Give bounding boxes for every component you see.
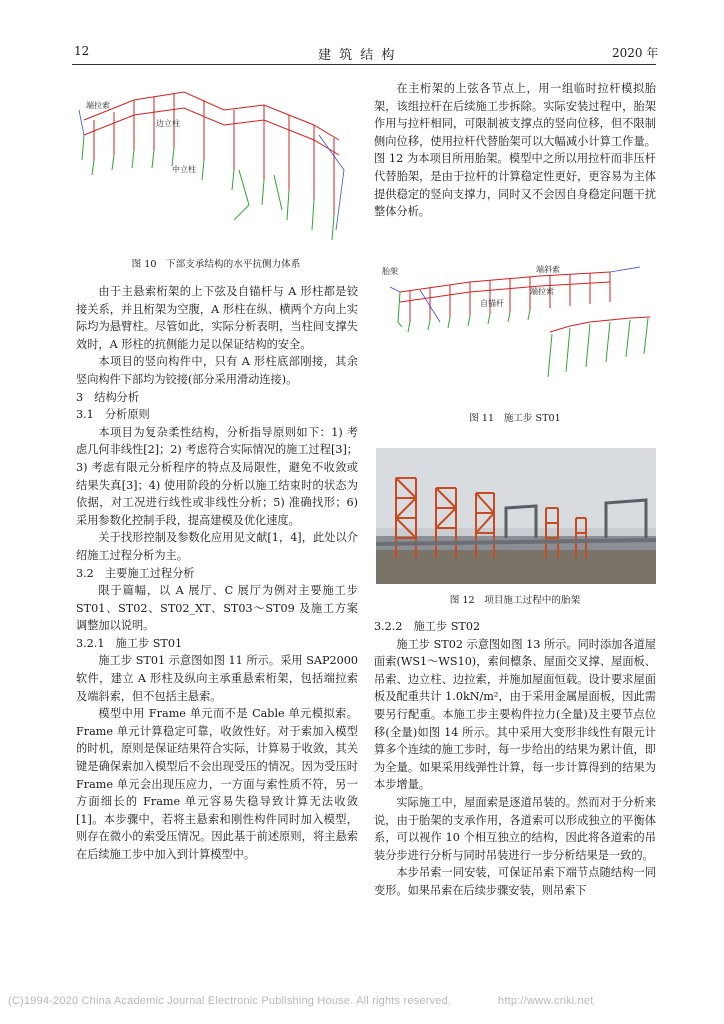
left-column <box>76 283 358 864</box>
section-3-2-title: 3.2 主要施工过程分析 <box>76 566 195 580</box>
right-column-top <box>374 80 656 221</box>
figure-10-drawing <box>74 80 354 248</box>
header-rule <box>72 64 656 65</box>
figure-12-drawing <box>376 448 656 584</box>
fig10-label-edge-column: 边立柱 <box>156 119 180 128</box>
section-3-1-title: 3.1 分析原则 <box>76 408 150 422</box>
figure-10 <box>74 80 354 248</box>
left-paragraph-2: 本项目的竖向构件中，只有 A 形柱底部刚接，其余竖向构件下部均为铰接(部分采用滑动连接)。 <box>76 355 358 386</box>
figure-10-caption: 图 10 下部支承结构的水平抗侧力体系 <box>131 259 301 270</box>
section-3-2-2-title: 3.2.2 施工步 ST02 <box>374 620 481 633</box>
right-paragraph-top: 在主桁架的上弦各节点上，用一组临时拉杆模拟胎架，该组拉杆在后续施工步拆除。实际安装过程中，胎架作用与拉杆相同，可限制被支撑点的竖向位移，但不限制侧向位移，使用拉杆代替胎架可以大幅减小计算工作量。图 12 为本项目所用胎架。模型中之所以用拉杆而非压杆代替胎架，是由于拉杆的计算稳定性更好，更容易为主体提供稳定的竖向支撑力，同时又不会因自身稳定问题干扰整体分析。 <box>374 82 656 219</box>
fig10-label-mid-column: 中立柱 <box>172 165 196 174</box>
figure-11 <box>380 262 656 402</box>
header-year: 2020 年 <box>612 46 659 60</box>
left-paragraph-1: 由于主悬索桁架的上下弦及自锚杆与 A 形柱都是铰接关系，并且桁架为空腹，A 形柱在纵、横两个方向上实际均为悬臂柱。尽管如此，实际分析表明，当柱间支撑失效时，A 形柱的抗侧能力足以保证结构的安全。 <box>76 285 358 351</box>
copyright-footer: (C)1994-2020 China Academic Journal Electronic Publishing House. All rights reserved. <box>8 995 452 1007</box>
figure-12-photo <box>376 448 656 584</box>
section-3-1-paragraph-1: 本项目为复杂柔性结构，分析指导原则如下：1) 考虑几何非线性[2]；2) 考虑符合实际情况的施工过程[3]；3) 考虑有限元分析程序的特点及局限性，避免不收敛或结果失真[3]；4) 使用阶段的分析以施工结束时的状态为依据，对工况进行线性或非线性分析；5) 准确找形；6) 采用参数化控制手段，提高建模及优化速度。 <box>76 425 358 527</box>
section-3-2-2-paragraph-1: 施工步 ST02 示意图如图 13 所示。同时添加各道屋面索(WS1～WS10)，索间檩条、屋面交叉撑、屋面板、吊索、边立柱、边拉索，并施加屋面恒载。设计要求屋面板及配重共计 1.0kN/m²，由于采用金属屋面板，因此需要另行配重。本施工步主要构件拉力(全量)及主要节点位移(全量)如图 14 所示。其中采用大变形非线性有限元计算多个连续的施工步时，每一步给出的结果为累计值，即为全量。如果采用线弹性计算，每一步计算得到的结果为本步增量。 <box>374 637 656 792</box>
figure-11-caption: 图 11 施工步 ST01 <box>469 413 561 424</box>
figure-12-caption: 图 12 项目施工过程中的胎架 <box>449 595 581 606</box>
fig11-label-end-cable: 端拉索 <box>530 287 554 296</box>
fig10-label-end-cable: 端拉索 <box>86 101 110 110</box>
fig11-label-end-diagonal-cable: 端斜索 <box>536 265 560 274</box>
figure-11-drawing <box>380 262 656 402</box>
section-3-2-2-paragraph-2: 实际施工中，屋面索是逐道吊装的。然而对于分析来说，由于胎架的支承作用，各道索可以形成独立的平衡体系，可以视作 10 个相互独立的结构，因此将各道索的吊装分步进行分析与同时吊装进行一步分析结果是一致的。 <box>374 795 656 862</box>
page-number: 12 <box>74 44 90 58</box>
fig11-label-self-anchor-rod: 自锚杆 <box>480 299 504 308</box>
section-3-2-2-paragraph-3: 本步吊索一同安装，可保证吊索下端节点随结构一同变形。如果吊索在后续步骤安装，则吊索下 <box>374 866 656 897</box>
fig11-label-support-frame: 胎架 <box>382 267 398 276</box>
section-3-2-1-title: 3.2.1 施工步 ST01 <box>76 636 183 650</box>
section-3-2-1-paragraph-1: 施工步 ST01 示意图如图 11 所示。采用 SAP2000 软件，建立 A 形柱及纵向主承重悬索桁架，包括端拉索及端斜索，但不包括主悬索。 <box>76 654 358 703</box>
journal-title: 建 筑 结 构 <box>318 48 397 63</box>
right-column-bottom <box>374 618 656 900</box>
section-3-1-paragraph-2: 关于找形控制及参数化应用见文献[1，4]，此处以介绍施工过程分析为主。 <box>76 531 358 562</box>
section-3-2-1-paragraph-2: 模型中用 Frame 单元而不是 Cable 单元模拟索。Frame 单元计算稳定可靠，收敛性好。对于索加入模型的时机，原则是保证结果符合实际，计算易于收敛，其关键是确保索加入模型后不会出现受压的情况。因为受压时 Frame 单元会出现压应力，一方面与索性质不符，另一方面细长的 Frame 单元容易失稳导致计算无法收敛[1]。本步骤中，若将主悬索和刚性构件同时加入模型，则存在微小的索受压情况。因此基于前述原则，将主悬索在后续施工步中加入到计算模型中。 <box>76 707 358 861</box>
section-3-title: 3 结构分析 <box>76 390 140 404</box>
fig10-top-chord <box>84 92 339 140</box>
cnki-url[interactable]: http://www.cnki.net <box>498 995 594 1007</box>
section-3-2-paragraph: 限于篇幅，以 A 展厅、C 展厅为例对主要施工步 ST01、ST02、ST02_XT、ST03～ST09 及施工方案调整加以说明。 <box>76 584 358 633</box>
